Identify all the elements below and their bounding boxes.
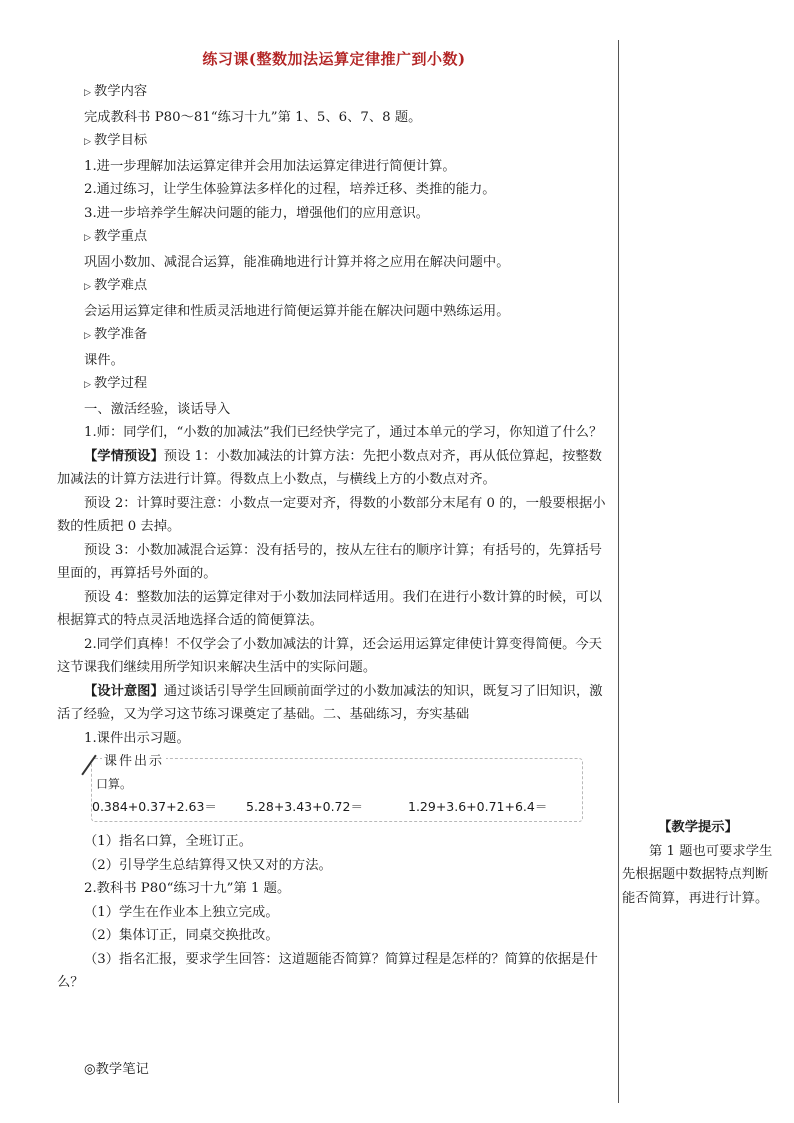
triangle-bullet-icon: ▷ bbox=[84, 282, 91, 292]
key-text: 巩固小数加、减混合运算，能准确地进行计算并将之应用在解决问题中。 bbox=[84, 254, 510, 270]
section-header-content: ▷ 教学内容 bbox=[57, 80, 611, 106]
sidebar-text: 第 1 题也可要求学生先根据题中数据特点判断能否简算，再进行计算。 bbox=[622, 843, 773, 906]
goal-item: 2.通过练习，让学生体验算法多样化的过程，培养迁移、类推的能力。 bbox=[84, 182, 496, 197]
goal-item: 1.进一步理解加法运算定律并会用加法运算定律进行简便计算。 bbox=[84, 158, 456, 174]
goal-item: 3.进一步培养学生解决问题的能力，增强他们的应用意识。 bbox=[84, 205, 430, 221]
triangle-bullet-icon: ▷ bbox=[84, 137, 91, 147]
triangle-bullet-icon: ▷ bbox=[84, 88, 91, 98]
section-header-process: ▷ 教学过程 bbox=[57, 372, 611, 398]
preset-paragraph: 预设 2：计算时要注意：小数点一定要对齐，得数的小数部分末尾有 0 的，一般要根据小数的性质把 0 去掉。 bbox=[57, 495, 606, 534]
section-header-key: ▷ 教学重点 bbox=[57, 225, 611, 251]
box-corner-mark bbox=[81, 755, 96, 776]
section-header-prep: ▷ 教学准备 bbox=[57, 323, 611, 349]
preset-paragraph: 【学情预设】预设 1：小数加减法的计算方法：先把小数点对齐，再从低位算起，按整数加减法的计算方法进行计算。得数点上小数点，与横线上方的小数点对齐。 bbox=[57, 448, 602, 487]
box-label: 课件出示 bbox=[102, 750, 166, 769]
section-header-goals: ▷ 教学目标 bbox=[57, 129, 611, 155]
preset-paragraph: 预设 4：整数加法的运算定律对于小数加法同样适用。我们在进行小数计算的时候，可以根据算式的特点灵活地选择合适的简便算法。 bbox=[57, 589, 602, 628]
exercise-1-step: （1）指名口算，全班订正。 bbox=[84, 834, 253, 849]
preset-paragraph: 预设 3：小数加减混合运算：没有括号的，按从左往右的顺序计算；有括号的，先算括号里面的，再算括号外面的。 bbox=[57, 542, 602, 581]
exercise-2-step: （3）指名汇报，要求学生回答：这道题能否简算？简算过程是怎样的？简算的依据是什么？ bbox=[57, 951, 598, 990]
exercise-2: 2.教科书 P80“练习十九”第 1 题。 bbox=[84, 881, 291, 896]
prep-text: 课件。 bbox=[84, 352, 124, 368]
exercise-2-step: （2）集体订正，同桌交换批改。 bbox=[84, 928, 279, 943]
triangle-bullet-icon: ▷ bbox=[84, 331, 91, 341]
page-title: 练习课(整数加法运算定律推广到小数) bbox=[202, 50, 466, 68]
content-text: 完成教科书 P80～81“练习十九”第 1、5、6、7、8 题。 bbox=[84, 109, 422, 125]
teaching-notes-label: ◎教学笔记 bbox=[84, 1062, 149, 1077]
design-paragraph: 【设计意图】通过谈话引导学生回顾前面学过的小数加减法的知识，既复习了旧知识，激活了经验，又为学习这节练习课奠定了基础。二、基础练习，夯实基础 bbox=[57, 683, 603, 722]
teaching-tip-sidebar bbox=[622, 816, 774, 910]
exercise-1: 1.课件出示习题。 bbox=[84, 730, 190, 746]
section-header-difficulty: ▷ 教学难点 bbox=[57, 274, 611, 300]
equation: 0.384+0.37+2.63＝ bbox=[92, 799, 217, 814]
triangle-bullet-icon: ▷ bbox=[84, 380, 91, 390]
paragraph: 1.师：同学们，“小数的加减法”我们已经快学完了，通过本单元的学习，你知道了什么？ bbox=[84, 425, 603, 440]
margin-divider bbox=[618, 40, 619, 1103]
paragraph: 2.同学们真棒！不仅学会了小数加减法的计算，还会运用运算定律使计算变得简便。今天这节课我们继续用所学知识来解决生活中的实际问题。 bbox=[57, 636, 602, 675]
main-column bbox=[57, 48, 611, 995]
difficulty-text: 会运用运算定律和性质灵活地进行简便运算并能在解决问题中熟练运用。 bbox=[84, 303, 510, 319]
exercise-2-step: （1）学生在作业本上独立完成。 bbox=[84, 904, 279, 920]
sidebar-title: 【教学提示】 bbox=[658, 820, 738, 835]
triangle-bullet-icon: ▷ bbox=[84, 233, 91, 243]
exercise-1-step: （2）引导学生总结算得又快又对的方法。 bbox=[84, 857, 332, 873]
courseware-box bbox=[91, 754, 583, 822]
part1-title: 一、激活经验，谈话导入 bbox=[84, 401, 231, 417]
box-instruction: 口算。 bbox=[96, 777, 133, 791]
equation: 5.28+3.43+0.72＝ bbox=[246, 799, 363, 814]
equation: 1.29+3.6+0.71+6.4＝ bbox=[408, 799, 548, 814]
